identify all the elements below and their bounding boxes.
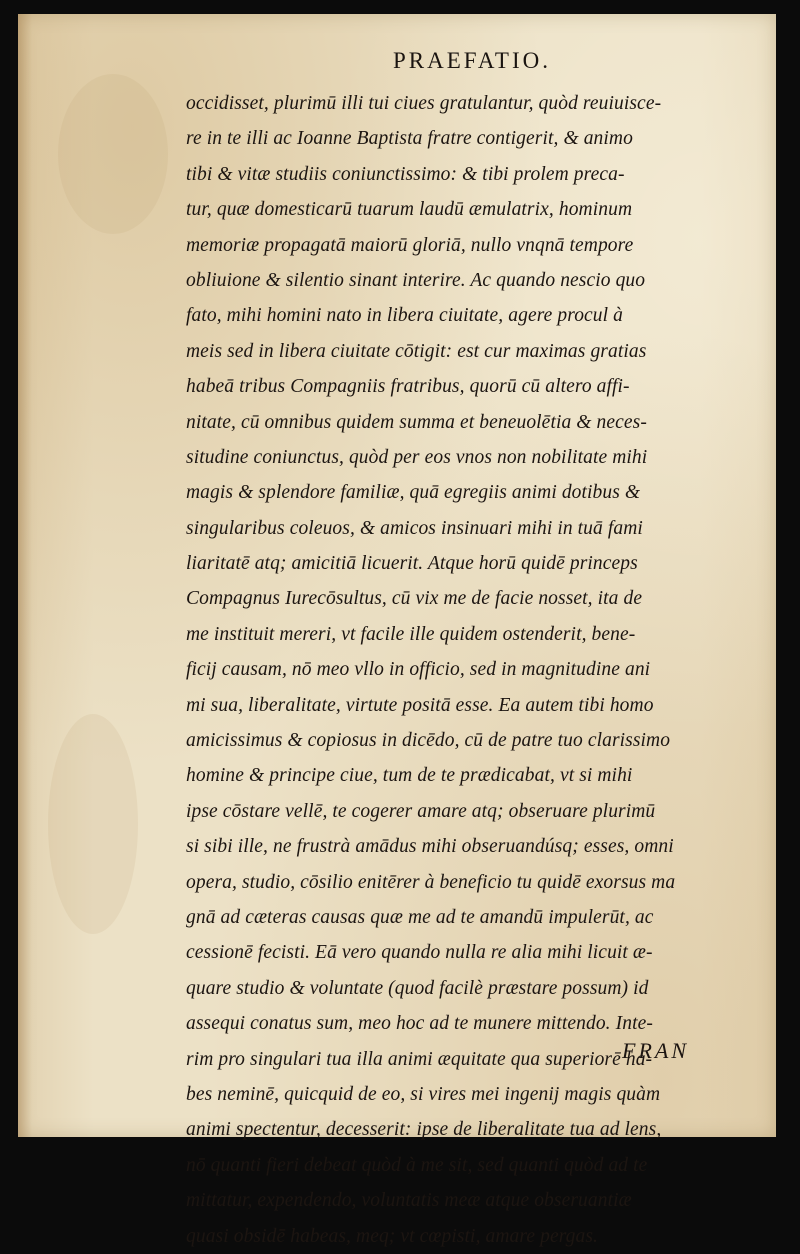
- text-line: memoriæ propagatā maiorū gloriā, nullo vnqnā tempore: [186, 234, 634, 256]
- text-line: nitate, cū omnibus quidem summa et beneuolētia & neces-: [186, 411, 647, 433]
- text-line: occidisset, plurimū illi tui ciues gratulantur, quòd reuiuisce-: [186, 93, 662, 114]
- text-line: quasi obsidē habeas, meq; vt cœpisti, amare pergas.: [186, 1225, 599, 1247]
- text-line: re in te illi ac Ioanne Baptista fratre contigerit, & animo: [186, 128, 633, 150]
- text-line: opera, studio, cōsilio enitērer à beneficio tu quidē exorsus ma: [186, 871, 676, 893]
- text-line: assequi conatus sum, meo hoc ad te munere mittendo. Inte-: [186, 1013, 653, 1035]
- page-header: PRAEFATIO.: [392, 48, 551, 73]
- text-line: amicissimus & copiosus in dicēdo, cū de patre tuo clarissimo: [186, 730, 671, 752]
- text-line: meis sed in libera ciuitate cōtigit: est cur maximas gratias: [186, 340, 647, 362]
- text-line: gnā ad cæteras causas quæ me ad te amandū impulerūt, ac: [186, 906, 654, 928]
- text-line: ficij causam, nō meo vllo in officio, sed in magnitudine ani: [186, 659, 651, 681]
- text-line: mittatur, expendendo, voluntatis meæ atque obseruantiæ: [186, 1190, 632, 1212]
- text-line: nō quanti fieri debeat quòd à me sit, sed quanti quòd ad te: [186, 1154, 648, 1176]
- book-page: [18, 14, 776, 1247]
- body-text: [186, 86, 746, 1254]
- text-line: rim pro singulari tua illa animi æquitate qua superiorē ha-: [186, 1048, 653, 1070]
- text-line: ipse cōstare vellē, te cogerer amare atq; obseruare plurimū: [186, 800, 656, 822]
- text-line: magis & splendore familiæ, quā egregiis animi dotibus &: [186, 482, 641, 504]
- text-line: obliuione & silentio sinant interire. Ac quando nescio quo: [186, 269, 646, 291]
- text-line: tur, quæ domesticarū tuarum laudū æmulatrix, hominum: [186, 199, 633, 221]
- text-line: situdine coniunctus, quòd per eos vnos non nobilitate mihi: [186, 446, 648, 468]
- text-line: liaritatē atq; amicitiā licuerit. Atque horū quidē princeps: [186, 553, 638, 575]
- text-line: mi sua, liberalitate, virtute positā esse. Ea autem tibi homo: [186, 694, 654, 716]
- text-line: si sibi ille, ne frustrà amādus mihi obseruandúsq; esses, omni: [186, 836, 674, 858]
- paper-stain: [58, 74, 168, 234]
- text-line: Compagnus Iurecōsultus, cū vix me de facie nosset, ita de: [186, 588, 643, 610]
- text-line: bes neminē, quicquid de eo, si vires mei ingenij magis quàm: [186, 1083, 661, 1105]
- text-line: singularibus coleuos, & amicos insinuari mihi in tuā fami: [186, 517, 643, 539]
- text-line: homine & principe ciue, tum de te prædicabat, vt si mihi: [186, 765, 633, 787]
- paper-stain: [48, 714, 138, 934]
- text-line: cessionē fecisti. Eā vero quando nulla re alia mihi licuit æ-: [186, 942, 653, 964]
- text-line: tibi & vitæ studiis coniunctissimo: & tibi prolem preca-: [186, 163, 625, 185]
- page-gutter: [18, 14, 32, 1137]
- text-line: fato, mihi homini nato in libera ciuitate, agere procul à: [186, 305, 624, 327]
- catchword-signature: FRAN: [622, 1038, 689, 1063]
- text-line: me instituit mereri, vt facile ille quidem ostenderit, bene-: [186, 623, 636, 645]
- text-line: quare studio & voluntate (quod facilè præstare possum) id: [186, 977, 649, 999]
- text-line: animi spectentur, decesserit: ipse de liberalitate tua ad lens,: [186, 1119, 662, 1141]
- text-line: habeā tribus Compagniis fratribus, quorū cū altero affi-: [186, 376, 630, 398]
